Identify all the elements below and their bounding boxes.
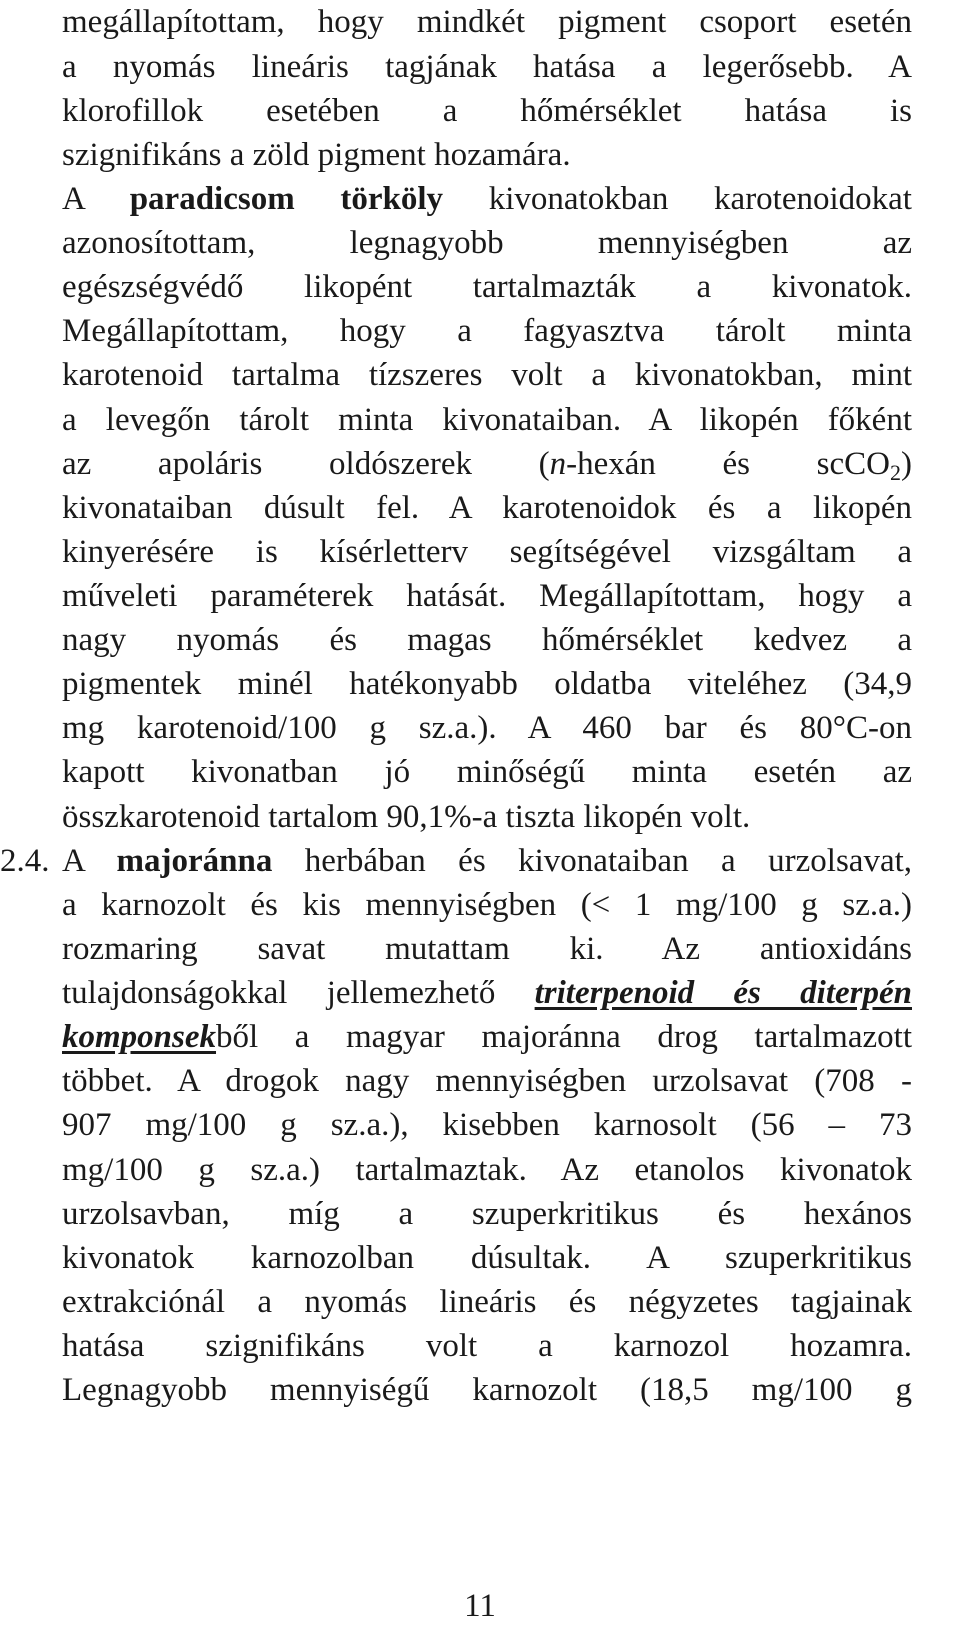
emphasized-term: triterpenoid és diterpén bbox=[534, 975, 912, 1011]
text-line bbox=[62, 574, 912, 619]
text-span: karotenoid tartalma tízszeres volt a kivonatokban, mint bbox=[62, 357, 912, 393]
text-line bbox=[62, 618, 912, 663]
text-span: egészségvédő likopént tartalmazták a kivonatok. bbox=[62, 269, 912, 305]
text-line bbox=[62, 1148, 912, 1193]
text-line bbox=[62, 398, 912, 443]
text-span: műveleti paraméterek hatását. Megállapítottam, hogy a bbox=[62, 578, 912, 614]
text-span: A bbox=[62, 181, 130, 217]
text-line bbox=[62, 1324, 912, 1369]
text-line bbox=[62, 883, 912, 928]
text-line bbox=[62, 0, 912, 45]
text-span: kapott kivonatban jó minőségű minta esetén az bbox=[62, 754, 912, 790]
text-line bbox=[62, 1015, 912, 1060]
text-span: ) bbox=[901, 446, 912, 482]
text-line bbox=[62, 177, 912, 222]
text-line bbox=[62, 1192, 912, 1237]
text-span: rozmaring savat mutattam ki. Az antioxidáns bbox=[62, 931, 912, 967]
text-line bbox=[62, 750, 912, 795]
text-span: nagy nyomás és magas hőmérséklet kedvez a bbox=[62, 622, 912, 658]
text-span: klorofillok esetében a hőmérséklet hatása is bbox=[62, 93, 912, 129]
text-span: Legnagyobb mennyiségű karnozolt (18,5 mg/100 g bbox=[62, 1372, 912, 1408]
text-span: kivonataiban dúsult fel. A karotenoidok és a likopén bbox=[62, 490, 912, 526]
text-span: mg karotenoid/100 g sz.a.). A 460 bar és 80°C-on bbox=[62, 710, 912, 746]
text-line bbox=[62, 442, 912, 487]
text-span: a nyomás lineáris tagjának hatása a legerősebb. A bbox=[62, 49, 912, 85]
text-line bbox=[62, 133, 912, 178]
text-line bbox=[62, 971, 912, 1016]
text-line bbox=[62, 662, 912, 707]
text-span: összkarotenoid tartalom 90,1%-a tiszta likopén volt. bbox=[62, 799, 751, 835]
text-span: A bbox=[62, 843, 117, 879]
text-span: ből a magyar majoránna drog tartalmazott bbox=[216, 1019, 912, 1055]
text-span: tulajdonságokkal jellemezhető bbox=[62, 975, 535, 1011]
text-line bbox=[62, 1368, 912, 1413]
text-line bbox=[62, 265, 912, 310]
emphasized-term: komponsek bbox=[62, 1019, 217, 1055]
text-line bbox=[62, 795, 912, 840]
page-number: 11 bbox=[464, 1588, 496, 1624]
section-number: 2.4. bbox=[0, 843, 50, 879]
text-span: kinyerésére is kísérletterv segítségével vizsgáltam a bbox=[62, 534, 912, 570]
bold-term: paradicsom törköly bbox=[129, 181, 444, 217]
text-span: extrakciónál a nyomás lineáris és négyzetes tagjainak bbox=[62, 1284, 912, 1320]
text-line bbox=[62, 706, 912, 751]
text-span: hatása szignifikáns volt a karnozol hozamra. bbox=[62, 1328, 912, 1364]
text-span: herbában és kivonataiban a urzolsavat, bbox=[272, 843, 913, 879]
text-span: kivonatok karnozolban dúsultak. A szuperkritikus bbox=[62, 1240, 912, 1276]
text-span: mg/100 g sz.a.) tartalmaztak. Az etanolos kivonatok bbox=[62, 1152, 912, 1188]
text-span: kivonatokban karotenoidokat bbox=[443, 181, 912, 217]
text-span: azonosítottam, legnagyobb mennyiségben az bbox=[62, 225, 912, 261]
text-line bbox=[62, 1280, 912, 1325]
text-span: az apoláris oldószerek ( bbox=[62, 446, 550, 482]
text-span: a karnozolt és kis mennyiségben (< 1 mg/100 g sz.a.) bbox=[62, 887, 912, 923]
text-line bbox=[62, 1236, 912, 1281]
text-line bbox=[62, 353, 912, 398]
subscript: 2 bbox=[890, 460, 901, 485]
text-line bbox=[62, 1059, 912, 1104]
text-line bbox=[0, 839, 912, 884]
text-line bbox=[62, 530, 912, 575]
bold-term: majoránna bbox=[116, 843, 273, 879]
text-line bbox=[62, 89, 912, 134]
text-span: többet. A drogok nagy mennyiségben urzolsavat (708 - bbox=[62, 1063, 912, 1099]
italic-term: n bbox=[549, 446, 567, 482]
text-line bbox=[62, 221, 912, 266]
text-span: a levegőn tárolt minta kivonataiban. A likopén főként bbox=[62, 402, 912, 438]
text-line bbox=[62, 309, 912, 354]
text-span: pigmentek minél hatékonyabb oldatba viteléhez (34,9 bbox=[62, 666, 912, 702]
text-line bbox=[62, 927, 912, 972]
text-span: Megállapítottam, hogy a fagyasztva tárolt minta bbox=[62, 313, 912, 349]
text-span: megállapítottam, hogy mindkét pigment csoport esetén bbox=[62, 4, 912, 40]
text-line bbox=[62, 486, 912, 531]
text-line bbox=[62, 45, 912, 90]
text-span: urzolsavban, míg a szuperkritikus és hexános bbox=[62, 1196, 912, 1232]
text-line bbox=[62, 1103, 912, 1148]
text-span: 907 mg/100 g sz.a.), kisebben karnosolt (56 – 73 bbox=[62, 1107, 912, 1143]
text-span: szignifikáns a zöld pigment hozamára. bbox=[62, 137, 571, 173]
text-span: -hexán és scCO bbox=[566, 446, 890, 482]
